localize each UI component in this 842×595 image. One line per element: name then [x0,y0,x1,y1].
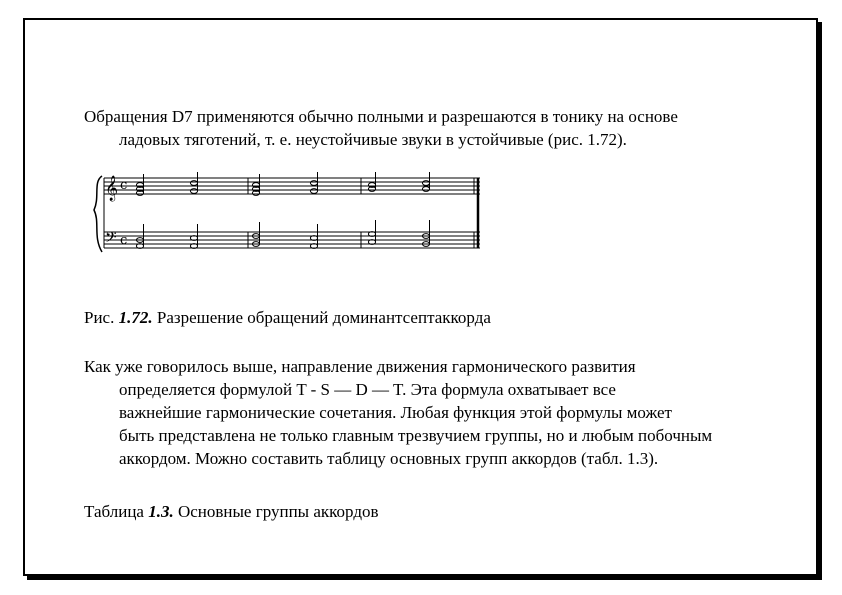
paragraph-line: ладовых тяготений, т. е. неустойчивые звуки в устойчивые (рис. 1.72). [119,130,627,149]
treble-staff [104,178,480,194]
treble-chords [136,172,429,195]
paragraph-line: определяется формулой T - S — D — T. Эта формула охватывает все [119,380,616,399]
chord [252,174,259,195]
bass-time-signature: c [120,233,128,248]
table-caption [84,500,379,523]
caption-number: 1.72. [118,308,153,327]
paragraph-harmonic-formula [84,355,814,470]
paragraph-line: быть представлена не только главным трезвучием группы, но и любым побочным [119,426,713,445]
paragraph-line: аккордом. Можно составить таблицу основных групп аккордов (табл. 1.3). [119,449,659,468]
treble-clef-icon: 𝄞 [105,176,119,201]
treble-time-signature: c [120,178,128,193]
chord [136,174,143,195]
table-caption-text: Основные группы аккордов [177,502,379,521]
bass-clef-icon: 𝄢 [105,229,117,250]
page-frame [23,18,818,576]
music-example-figure [88,172,488,257]
figure-caption [84,306,491,329]
chord [422,220,429,246]
paragraph-line: Обращения D7 применяются обычно полными и разрешаются в тонику на основе [84,107,678,126]
grand-staff-brace [94,176,102,252]
paragraph-line: важнейшие гармонические сочетания. Любая функция этой формулы может [119,403,672,422]
caption-prefix: Рис. [84,308,115,327]
table-caption-prefix: Таблица [84,502,144,521]
paragraph-line: Как уже говорилось выше, направление движения гармонического развития [84,357,636,376]
table-caption-number: 1.3. [148,502,174,521]
chord [252,222,259,246]
caption-text: Разрешение обращений доминантсептаккорда [156,308,491,327]
paragraph-d7-inversions [84,105,784,151]
barlines [248,178,474,248]
